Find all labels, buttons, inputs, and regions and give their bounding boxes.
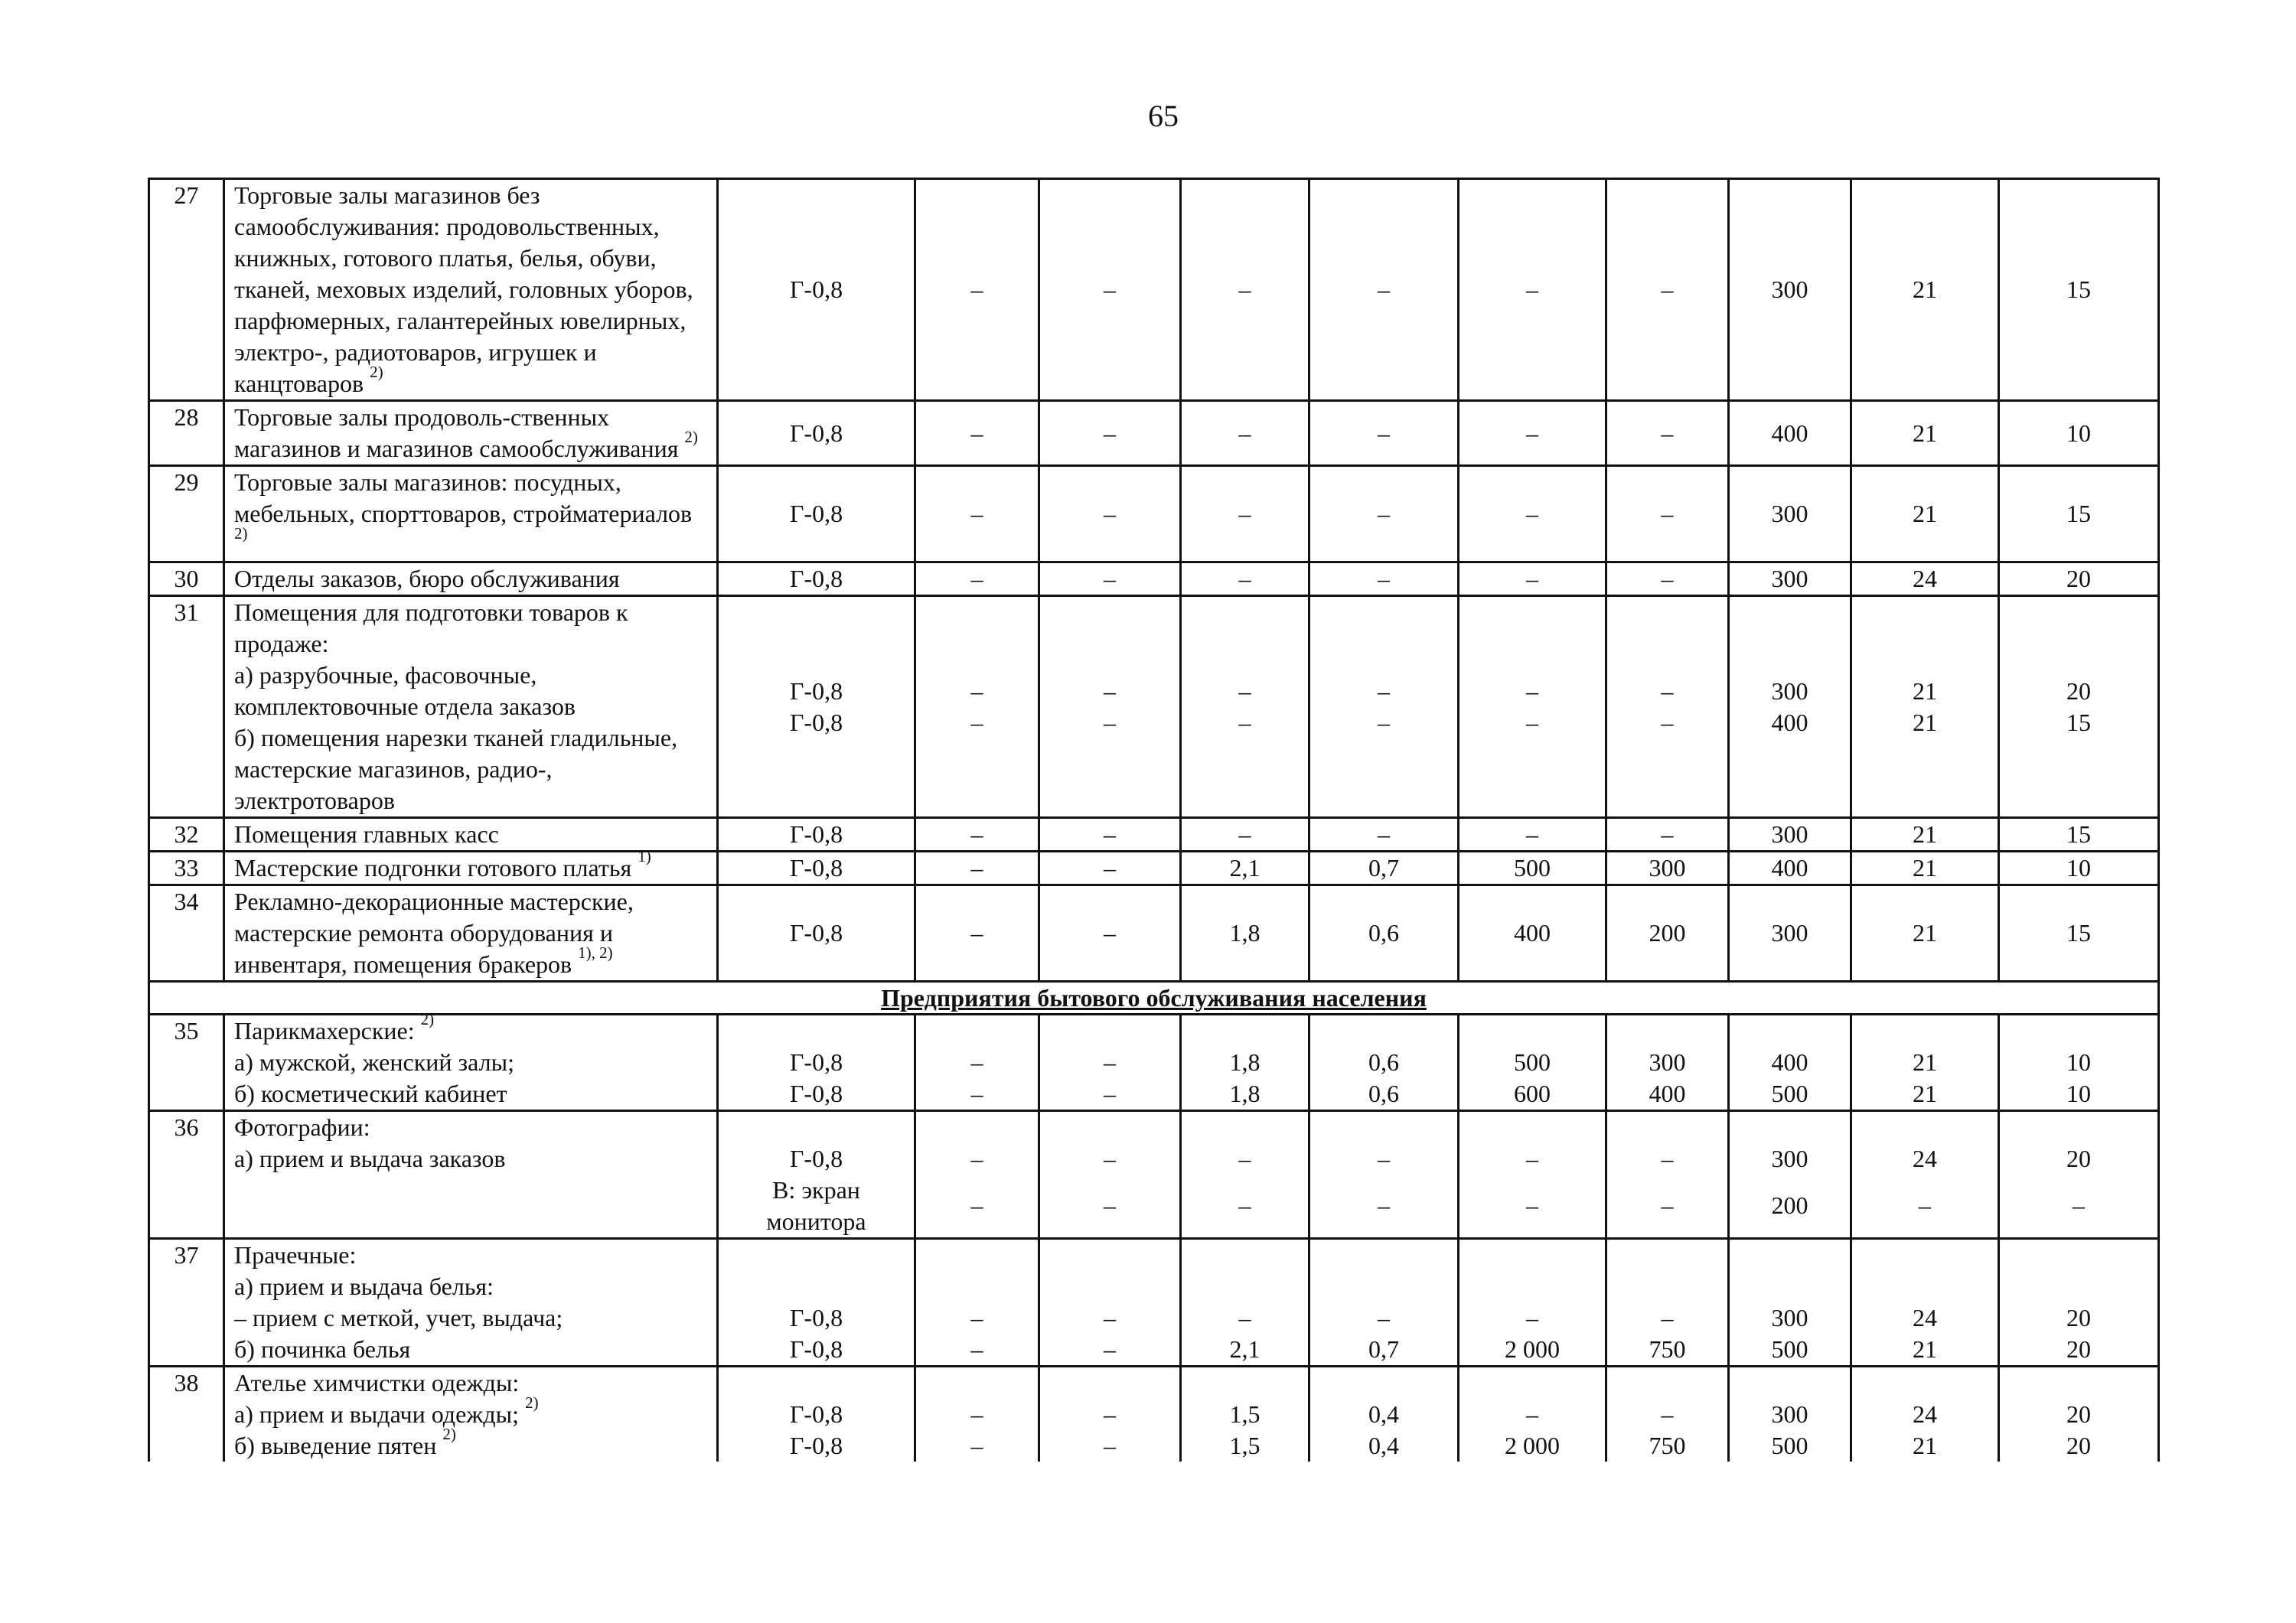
table-cell: – – [1039, 1015, 1181, 1111]
table-cell: 300 500 [1729, 1367, 1851, 1462]
table-cell: – [1459, 818, 1606, 852]
table-cell: – – [1039, 1367, 1181, 1462]
room-name: Торговые залы магазинов: посудных, мебельных, спорттоваров, стройматериалов $^{2)}$ [224, 466, 718, 562]
table-cell: – [915, 562, 1039, 596]
table-cell: Г-0,8 В: экран монитора [718, 1111, 915, 1239]
table-row [149, 1015, 2159, 1111]
table-cell: 400 [1459, 885, 1606, 982]
table-cell: – 2 000 [1459, 1367, 1606, 1462]
table-cell: – [1039, 562, 1181, 596]
room-name: Рекламно-декорационные мастерские, мастерские ремонта оборудования и инвентаря, помещения бракеров $^{1), 2)}$ [224, 885, 718, 982]
table-cell: 500 [1459, 852, 1606, 885]
table-cell: 24 21 [1851, 1367, 1999, 1462]
table-cell: Г-0,8 [718, 885, 915, 982]
table-cell: – 2,1 [1181, 1239, 1309, 1367]
table-cell: 0,6 [1309, 885, 1459, 982]
table-cell: 2,1 [1181, 852, 1309, 885]
table-cell: 20 – [1999, 1111, 2159, 1239]
table-cell: 24 – [1851, 1111, 1999, 1239]
table-cell: 300 400 [1606, 1015, 1729, 1111]
page-number: 65 [1148, 99, 1179, 133]
table-cell: – [1039, 179, 1181, 401]
room-name: Помещения главных касс [224, 818, 718, 852]
row-number: 32 [149, 818, 224, 852]
table-cell: – [1459, 179, 1606, 401]
table-cell: 1,8 1,8 [1181, 1015, 1309, 1111]
table-cell: Г-0,8 Г-0,8 [718, 1367, 915, 1462]
table-cell: – [1459, 401, 1606, 466]
table-cell: 400 500 [1729, 1015, 1851, 1111]
table-cell: – – [1606, 596, 1729, 818]
table-cell: – 750 [1606, 1239, 1729, 1367]
subitem-a: а) прием и выдача заказов [234, 1145, 506, 1172]
table-row [149, 1239, 2159, 1367]
table-cell: – [1606, 562, 1729, 596]
table-row [149, 596, 2159, 818]
room-name: Ателье химчистки одежды: а) прием и выдачи одежды; $^{2)}$ б) выведение пятен $^{2)}$ [224, 1367, 718, 1462]
table-cell: 15 [1999, 818, 2159, 852]
table-cell: – [915, 818, 1039, 852]
footnote-ref: 1), 2) [578, 943, 613, 963]
room-name: Торговые залы магазинов без самообслуживания: продовольственных, книжных, готового платья, белья, обуви, тканей, меховых изделий, головных уборов, парфюмерных, галантерейных ювелирных, электро-, радиотоваров, игрушек и канцтоваров $^{2)}$ [224, 179, 718, 401]
table-cell: – [915, 179, 1039, 401]
table-cell: – [1606, 466, 1729, 562]
table-cell: – – [1459, 1111, 1606, 1239]
table-cell: 300 [1606, 852, 1729, 885]
table-cell: – [1606, 401, 1729, 466]
table-cell: 15 [1999, 885, 2159, 982]
table-cell: 300 [1729, 562, 1851, 596]
table-cell: 20 20 [1999, 1367, 2159, 1462]
table-cell: Г-0,8 [718, 179, 915, 401]
subitem-a: а) разрубочные, фасовочные, комплектовочные отдела заказов [234, 661, 576, 720]
row-number: 33 [149, 852, 224, 885]
row-number: 28 [149, 401, 224, 466]
table-cell: 21 [1851, 466, 1999, 562]
table-cell: – – [915, 1111, 1039, 1239]
table-cell: 21 [1851, 401, 1999, 466]
table-cell: 400 [1729, 401, 1851, 466]
table-cell: – – [1039, 1239, 1181, 1367]
table-row [149, 818, 2159, 852]
footnote-ref: 2) [370, 363, 383, 382]
subitem-a: а) мужской, женский залы; [234, 1048, 514, 1076]
table-cell: – 750 [1606, 1367, 1729, 1462]
table-cell: – [1309, 401, 1459, 466]
table-cell: – [1181, 818, 1309, 852]
subitem-b: б) помещения нарезки тканей гладильные, мастерские магазинов, радио-, электротоваров [234, 724, 678, 814]
table-cell: 300 500 [1729, 1239, 1851, 1367]
table-cell: 300 [1729, 179, 1851, 401]
footnote-ref: 2) [442, 1425, 456, 1444]
table-cell: – [1309, 466, 1459, 562]
table-cell: 300 [1729, 818, 1851, 852]
table-cell: 15 [1999, 466, 2159, 562]
table-cell: – [1459, 466, 1606, 562]
table-cell: – [915, 885, 1039, 982]
table-cell: 24 21 [1851, 1239, 1999, 1367]
subitem-a: а) прием и выдачи одежды; $^{2)}$ [234, 1393, 539, 1428]
table-cell: 200 [1606, 885, 1729, 982]
table-cell: Г-0,8 [718, 562, 915, 596]
table-cell: 400 [1729, 852, 1851, 885]
table-cell: 20 15 [1999, 596, 2159, 818]
table-cell: 15 [1999, 179, 2159, 401]
row-number: 30 [149, 562, 224, 596]
table-cell: Г-0,8 Г-0,8 [718, 596, 915, 818]
row-number: 38 [149, 1367, 224, 1462]
table-cell: 21 21 [1851, 1015, 1999, 1111]
table-row [149, 885, 2159, 982]
table-cell: – – [1181, 1111, 1309, 1239]
row-number: 29 [149, 466, 224, 562]
table-cell: 300 200 [1729, 1111, 1851, 1239]
table-cell: – – [1459, 596, 1606, 818]
table-cell: – – [1181, 596, 1309, 818]
section-header-row [149, 982, 2159, 1015]
row-number: 34 [149, 885, 224, 982]
table-cell: 21 [1851, 852, 1999, 885]
table-cell: – [1309, 562, 1459, 596]
room-name: Парикмахерские: $^{2)}$ а) мужской, женский залы; б) косметический кабинет [224, 1015, 718, 1111]
table-cell: – [1309, 818, 1459, 852]
table-cell: – – [1309, 596, 1459, 818]
table-cell: – [1181, 401, 1309, 466]
table-cell: – [1039, 885, 1181, 982]
room-name: Фотографии: а) прием и выдача заказов [224, 1111, 718, 1239]
table-cell: – – [915, 1239, 1039, 1367]
table-row [149, 1367, 2159, 1462]
table-row [149, 401, 2159, 466]
room-name: Прачечные: а) прием и выдача белья: – прием с меткой, учет, выдача; б) починка белья [224, 1239, 718, 1367]
table-row [149, 852, 2159, 885]
table-cell: 20 20 [1999, 1239, 2159, 1367]
table-row [149, 562, 2159, 596]
table-cell: 21 [1851, 818, 1999, 852]
table-cell: Г-0,8 [718, 401, 915, 466]
table-cell: – 2 000 [1459, 1239, 1606, 1367]
table-cell: 10 10 [1999, 1015, 2159, 1111]
table-cell: – [1181, 562, 1309, 596]
table-cell: – [915, 852, 1039, 885]
table-cell: – – [915, 1015, 1039, 1111]
table-cell: 1,8 [1181, 885, 1309, 982]
table-cell: Г-0,8 [718, 852, 915, 885]
table-cell: 500 600 [1459, 1015, 1606, 1111]
table-cell: – [1606, 179, 1729, 401]
table-cell: 10 [1999, 401, 2159, 466]
table-row [149, 1111, 2159, 1239]
subitem-a-detail: – прием с меткой, учет, выдача; [234, 1304, 563, 1331]
subitem-b: б) выведение пятен $^{2)}$ [234, 1425, 456, 1459]
table-cell: – [1606, 818, 1729, 852]
table-cell: 0,7 [1309, 852, 1459, 885]
subitem-b: б) косметический кабинет [234, 1080, 507, 1107]
room-name: Отделы заказов, бюро обслуживания [224, 562, 718, 596]
table-cell: 24 [1851, 562, 1999, 596]
room-name: Мастерские подгонки готового платья $^{1)}$ [224, 852, 718, 885]
footnote-ref: 2) [684, 428, 698, 447]
footnote-ref: 2) [525, 1393, 539, 1413]
table-cell: Г-0,8 [718, 466, 915, 562]
table-cell: – – [915, 596, 1039, 818]
row-number: 36 [149, 1111, 224, 1239]
table-cell: 21 21 [1851, 596, 1999, 818]
table-cell: – [915, 466, 1039, 562]
table-cell: – [1039, 401, 1181, 466]
table-cell: – [1309, 179, 1459, 401]
table-cell: Г-0,8 Г-0,8 [718, 1015, 915, 1111]
row-number: 27 [149, 179, 224, 401]
footnote-ref: 1) [638, 847, 651, 866]
table-cell: 0,4 0,4 [1309, 1367, 1459, 1462]
room-name: Помещения для подготовки товаров к продаже: а) разрубочные, фасовочные, комплектовочные отдела заказов б) помещения нарезки тканей гладильные, мастерские магазинов, радио-, электротоваров [224, 596, 718, 818]
table-cell: 21 [1851, 179, 1999, 401]
table-cell: 1,5 1,5 [1181, 1367, 1309, 1462]
table-cell: – [1039, 852, 1181, 885]
table-cell: – – [1606, 1111, 1729, 1239]
table-cell: – – [1039, 1111, 1181, 1239]
room-name: Торговые залы продоволь-ственных магазинов и магазинов самообслуживания $^{2)}$ [224, 401, 718, 466]
subitem-a: а) прием и выдача белья: [234, 1273, 494, 1300]
section-title: Предприятия бытового обслуживания населения [149, 982, 2159, 1015]
subitem-b: б) починка белья [234, 1335, 411, 1363]
row-number: 31 [149, 596, 224, 818]
table-cell: Г-0,8 Г-0,8 [718, 1239, 915, 1367]
table-cell: Г-0,8 [718, 818, 915, 852]
table-cell: – [1039, 818, 1181, 852]
footnote-ref: 2) [420, 1010, 435, 1029]
row-number: 37 [149, 1239, 224, 1367]
table-cell: – [1039, 466, 1181, 562]
table-cell: 300 [1729, 885, 1851, 982]
table-cell: – [1181, 179, 1309, 401]
table-cell: 0,6 0,6 [1309, 1015, 1459, 1111]
table-cell: 300 [1729, 466, 1851, 562]
table-cell: – [1459, 562, 1606, 596]
row-number: 35 [149, 1015, 224, 1111]
table-cell: – [915, 401, 1039, 466]
table-cell: 300 400 [1729, 596, 1851, 818]
table-cell: 10 [1999, 852, 2159, 885]
table-cell: – – [1309, 1111, 1459, 1239]
table-cell: – 0,7 [1309, 1239, 1459, 1367]
table-cell: – [1181, 466, 1309, 562]
table-cell: 20 [1999, 562, 2159, 596]
table-row [149, 466, 2159, 562]
table-cell: – – [1039, 596, 1181, 818]
lighting-norms-table [148, 178, 2160, 1462]
table-cell: 21 [1851, 885, 1999, 982]
table-cell: – – [915, 1367, 1039, 1462]
footnote-ref: 2) [234, 524, 248, 543]
table-row [149, 179, 2159, 401]
